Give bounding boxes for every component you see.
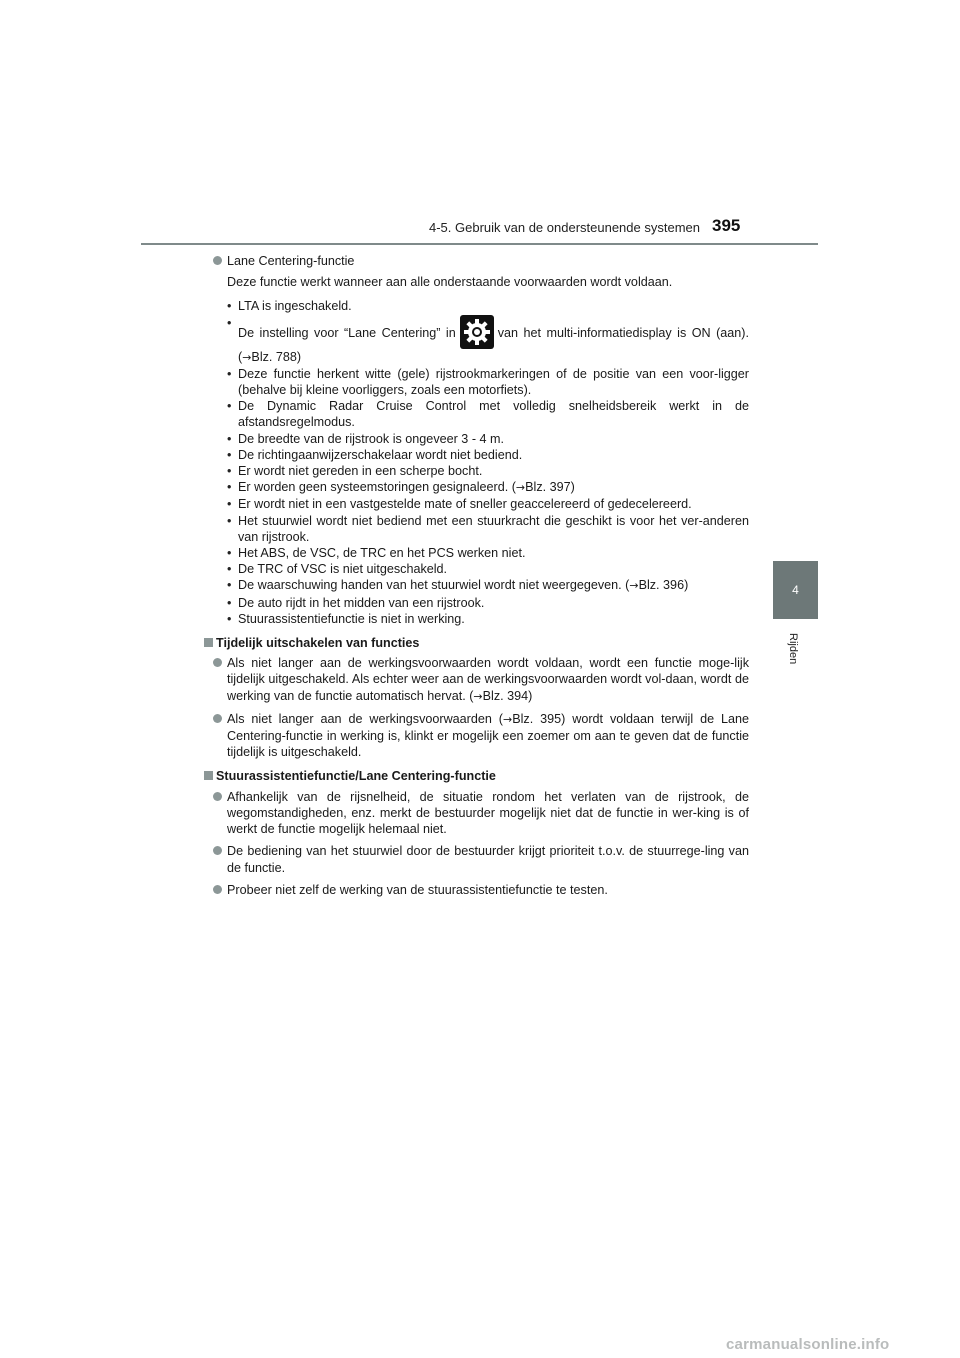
arrow-icon: → bbox=[473, 689, 483, 703]
chapter-label bbox=[773, 633, 818, 683]
paragraph-text: Als niet langer aan de werkingsvoorwaarden wordt voldaan, wordt een functie moge-lijk tijdelijk uitgeschakeld. Als echter weer aan de werkingsvoorwaarden wordt vol-daan, wordt de werking van de functie automatisch hervat. ( bbox=[227, 656, 749, 703]
section-heading-text: Tijdelijk uitschakelen van functies bbox=[216, 636, 420, 651]
list-item: Afhankelijk van de rijsnelheid, de situatie rondom het verlaten van de rijstrook, de wegomstandigheden, enz. merkt de bestuurder mogelijk niet dat de functie in wer-king is of werkt de functie mogelijk helemaal niet. bbox=[211, 789, 749, 838]
page-number: 395 bbox=[712, 216, 741, 235]
lane-centering-heading: Lane Centering-functie bbox=[211, 253, 749, 269]
steering-assist-heading bbox=[204, 768, 749, 784]
arrow-icon: → bbox=[629, 579, 639, 593]
list-item: • Het ABS, de VSC, de TRC en het PCS werken niet. bbox=[227, 545, 749, 561]
page-reference[interactable]: Blz. 396) bbox=[638, 578, 689, 593]
chapter-label-text: Rijden bbox=[787, 633, 799, 665]
list-item: • De breedte van de rijstrook is ongeveer 3 - 4 m. bbox=[227, 431, 749, 447]
conditions-list bbox=[211, 298, 749, 627]
list-item: • Stuurassistentiefunctie is niet in werking. bbox=[227, 611, 749, 627]
list-item: • De TRC of VSC is niet uitgeschakeld. bbox=[227, 561, 749, 577]
lane-centering-intro: Deze functie werkt wanneer aan alle onderstaande voorwaarden wordt voldaan. bbox=[227, 275, 673, 290]
page-content bbox=[211, 253, 749, 904]
watermark: carmanualsonline.info bbox=[726, 1336, 890, 1353]
arrow-icon: → bbox=[242, 350, 252, 364]
list-item bbox=[211, 711, 749, 761]
chapter-tab[interactable] bbox=[773, 561, 818, 619]
list-item-text: Er worden geen systeemstoringen gesignaleerd. ( bbox=[238, 480, 516, 495]
chapter-number: 4 bbox=[792, 583, 799, 597]
list-item: • Er wordt niet in een vastgestelde mate of sneller geaccelereerd of gedecelereerd. bbox=[227, 496, 749, 512]
list-item bbox=[227, 479, 749, 496]
list-item: • LTA is ingeschakeld. bbox=[227, 298, 749, 314]
gear-icon bbox=[460, 315, 494, 349]
section-heading-text: Stuurassistentiefunctie/Lane Centering-functie bbox=[216, 769, 496, 784]
list-item bbox=[227, 577, 749, 594]
list-item: Probeer niet zelf de werking van de stuurassistentiefunctie te testen. bbox=[211, 882, 749, 898]
running-header: 4-5. Gebruik van de ondersteunende systemen bbox=[428, 220, 700, 235]
list-item: • De auto rijdt in het midden van een rijstrook. bbox=[227, 595, 749, 611]
arrow-icon: → bbox=[515, 481, 526, 495]
list-item: • Het stuurwiel wordt niet bediend met een stuurkracht die geschikt is voor het ver-anderen van rijstrook. bbox=[227, 513, 749, 545]
list-item bbox=[227, 315, 749, 366]
list-item-text: De instelling voor “Lane Centering” in bbox=[238, 325, 456, 340]
header-divider bbox=[141, 243, 818, 245]
page-reference[interactable]: Blz. 395) bbox=[512, 711, 566, 726]
paragraph-text: wordt voldaan terwijl de Lane Centering-functie in werking is, klinkt er mogelijk een zoemer om aan te geven dat de functie tijdelijk is uitgeschakeld. bbox=[227, 711, 750, 760]
list-item: • Deze functie herkent witte (gele) rijstrookmarkeringen of de positie van een voor-ligger (behalve bij kleine voorliggers, zoals een motorfiets). bbox=[227, 366, 749, 398]
page-reference[interactable]: Blz. 397) bbox=[525, 480, 575, 495]
list-item-text: De waarschuwing handen van het stuurwiel wordt niet weergegeven. ( bbox=[238, 578, 630, 593]
list-item: De bediening van het stuurwiel door de bestuurder krijgt prioriteit t.o.v. de stuurrege-ling van de functie. bbox=[211, 843, 749, 875]
list-item: • De richtingaanwijzerschakelaar wordt niet bediend. bbox=[227, 447, 749, 463]
paragraph-text: Als niet langer aan de werkingsvoorwaarden ( bbox=[227, 711, 503, 726]
list-item-text: van het multi-informatiedisplay is ON (aan). ( bbox=[238, 325, 749, 364]
arrow-icon: → bbox=[502, 712, 513, 726]
list-item: • Er wordt niet gereden in een scherpe bocht. bbox=[227, 463, 749, 479]
list-item: • De Dynamic Radar Cruise Control met volledig snelheidsbereik werkt in de afstandsregelmodus. bbox=[227, 398, 749, 430]
list-item bbox=[211, 655, 749, 705]
temporary-disable-heading bbox=[204, 635, 749, 651]
page-reference[interactable]: Blz. 394) bbox=[482, 688, 533, 703]
page-reference[interactable]: Blz. 788) bbox=[251, 349, 302, 364]
